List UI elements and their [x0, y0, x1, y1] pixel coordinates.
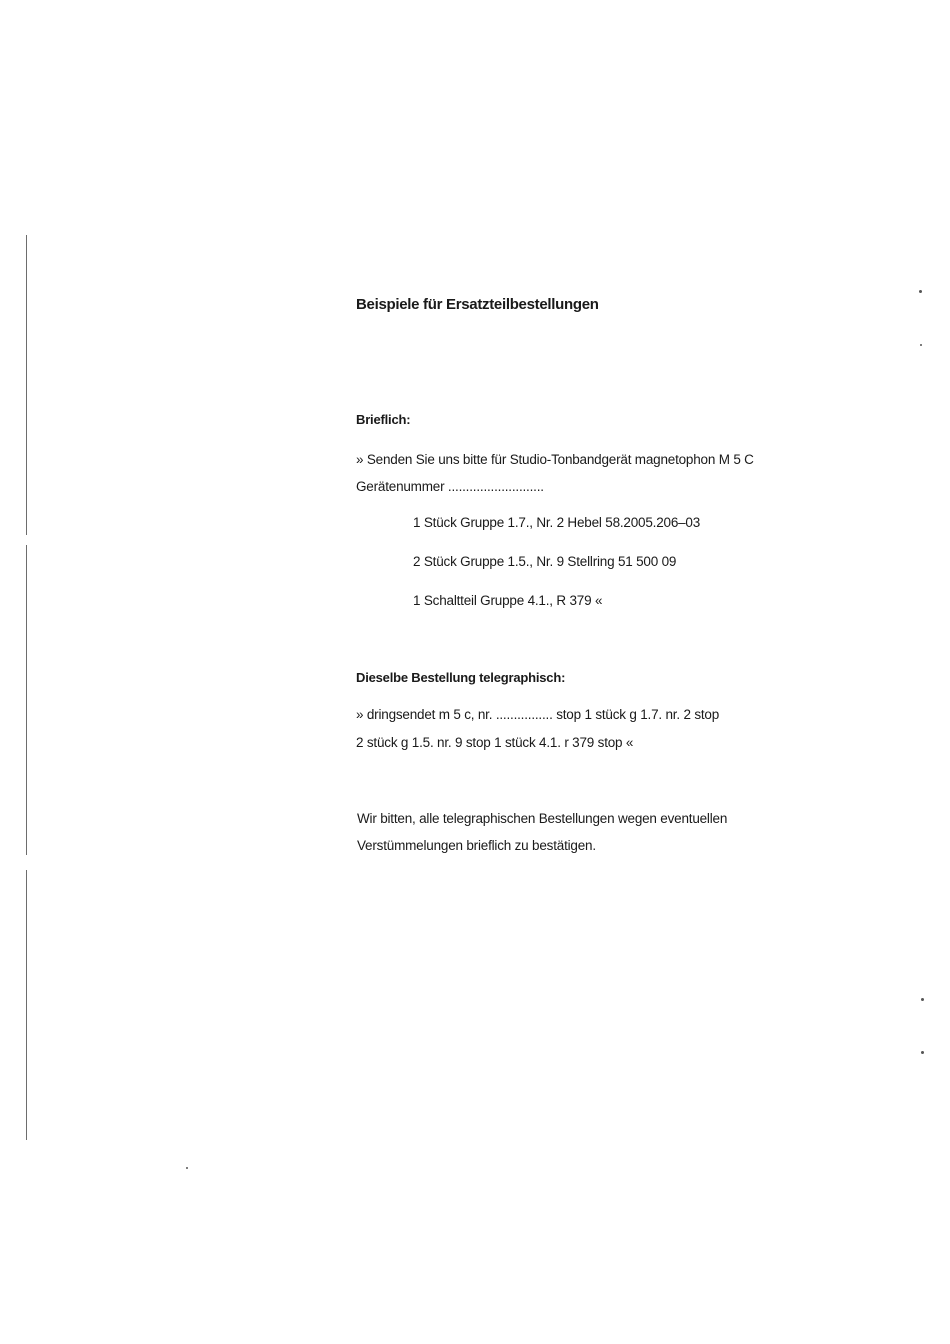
scan-speck	[921, 1051, 924, 1054]
letter-heading: Brieflich:	[356, 412, 411, 427]
telegraph-line1: » dringsendet m 5 c, nr. ................ stop 1 stück g 1.7. nr. 2 stop	[356, 707, 720, 722]
scan-edge-line	[26, 545, 27, 855]
telegraph-line2: 2 stück g 1.5. nr. 9 stop 1 stück 4.1. r 379 stop «	[356, 735, 634, 750]
closing-note: Wir bitten, alle telegraphischen Bestellungen wegen eventuellen Verstümmelungen brieflich zu bestätigen.	[357, 811, 728, 853]
scan-speck	[921, 998, 924, 1001]
letter-intro-line1: » Senden Sie uns bitte für Studio-Tonbandgerät magnetophon M 5 C	[356, 452, 754, 467]
scan-edge-line	[26, 870, 27, 1140]
order-item: 1 Schaltteil Gruppe 4.1., R 379 «	[413, 593, 603, 608]
order-item: 2 Stück Gruppe 1.5., Nr. 9 Stellring 51 500 09	[413, 554, 677, 569]
scan-speck	[919, 290, 922, 293]
letter-intro-line2: Gerätenummer ...........................	[356, 479, 544, 494]
page-title: Beispiele für Ersatzteilbestellungen	[356, 296, 599, 313]
order-item: 1 Stück Gruppe 1.7., Nr. 2 Hebel 58.2005.206–03	[413, 515, 701, 530]
scan-edge-line	[26, 235, 27, 535]
scan-speck	[186, 1167, 188, 1169]
scan-speck	[920, 344, 922, 346]
telegraph-heading: Dieselbe Bestellung telegraphisch:	[356, 670, 566, 685]
